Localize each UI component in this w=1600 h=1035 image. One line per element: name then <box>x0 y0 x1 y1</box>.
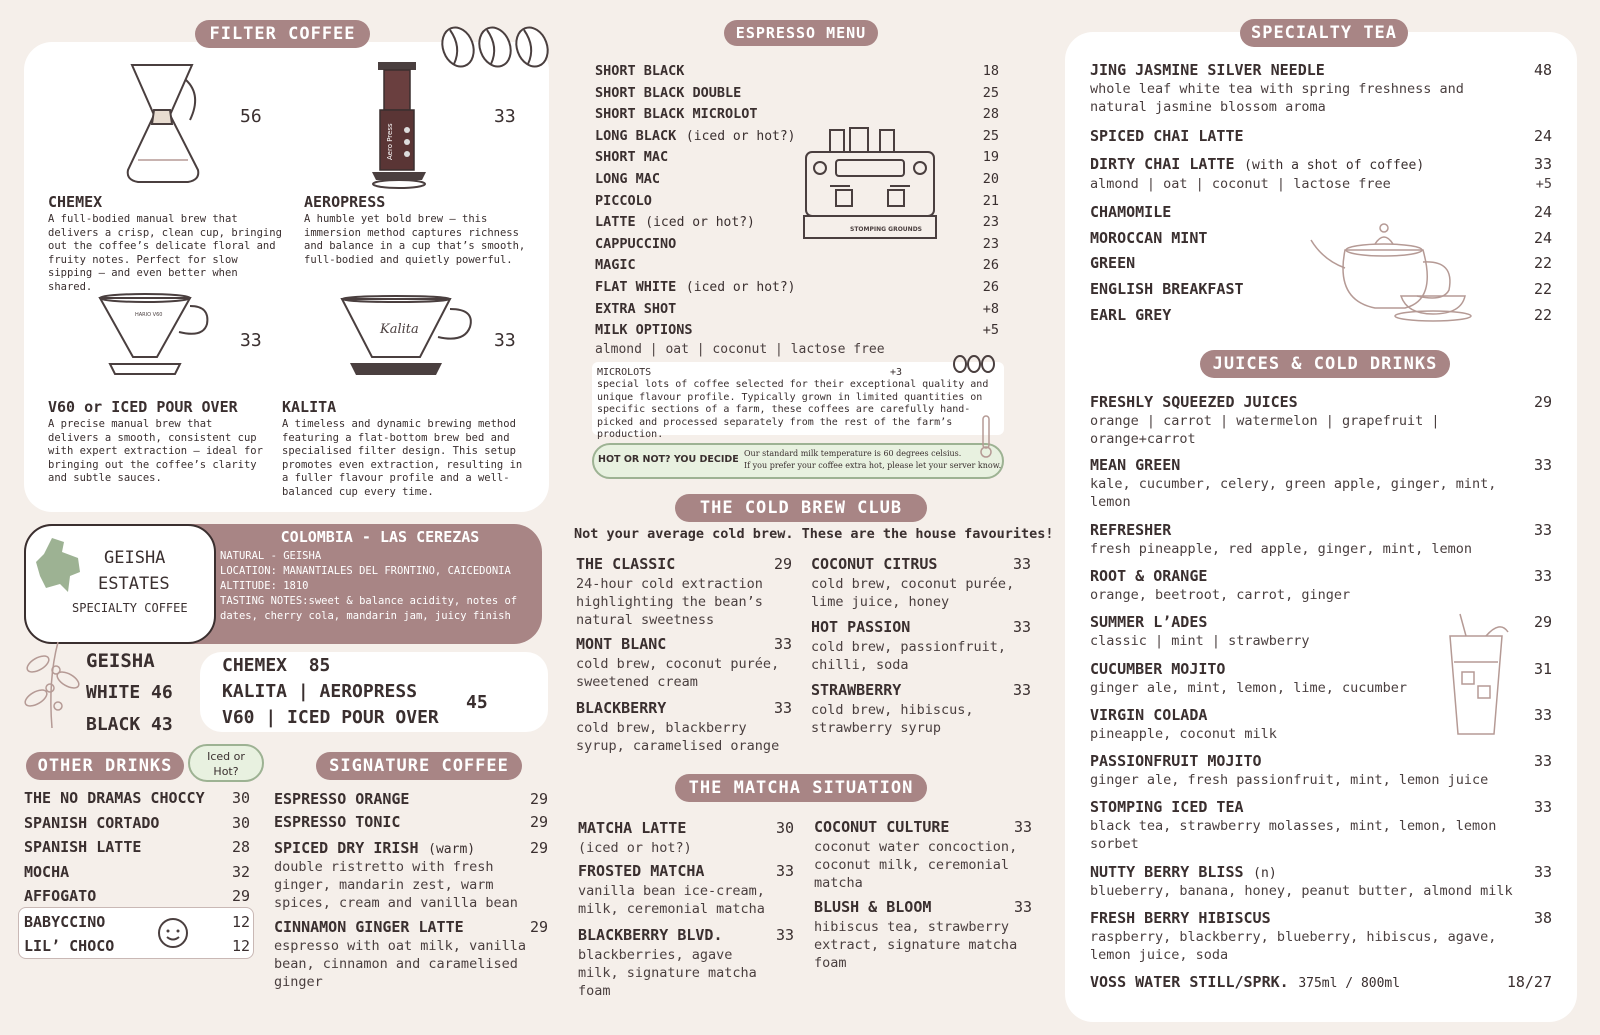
item-price: 12 <box>231 913 250 931</box>
item-label-group <box>1090 520 1171 539</box>
juices-title: JUICES & COLD DRINKS <box>1200 350 1450 378</box>
item-price: 33 <box>1533 155 1552 173</box>
chemex-price: 56 <box>240 106 262 127</box>
item-price: 48 <box>1533 61 1552 79</box>
item-name: LONG BLACK <box>595 127 677 144</box>
other-drinks-title: OTHER DRINKS <box>26 752 184 780</box>
cold-brew-item <box>576 554 792 573</box>
item-label-group <box>1090 126 1244 145</box>
item-label-group <box>1090 392 1298 411</box>
item-label-group <box>1090 862 1277 881</box>
item-price: 23 <box>982 214 999 231</box>
item-name: SPICED DRY IRISH <box>274 839 419 857</box>
item-name: SHORT MAC <box>595 149 669 166</box>
item-price: 33 <box>1533 567 1552 585</box>
item-label-group <box>595 103 758 122</box>
v60-name: V60 or ICED POUR OVER <box>48 398 238 416</box>
item-label-group <box>1090 751 1262 770</box>
item-price: 23 <box>982 235 999 252</box>
matcha-item-desc: coconut water concoction, coconut milk, ceremonial matcha <box>814 839 1018 891</box>
item-label-group <box>1090 797 1244 816</box>
item-label-group <box>814 817 949 836</box>
item-price: 33 <box>773 635 792 653</box>
item-price: 12 <box>231 936 250 955</box>
cold-brew-item <box>576 698 792 717</box>
cold-brew-item-desc: cold brew, coconut purée, sweetened cream <box>576 656 780 690</box>
other-drink-item <box>24 837 250 856</box>
item-price: +5 <box>982 322 999 339</box>
juice-item <box>1090 455 1552 474</box>
item-note: (warm) <box>428 842 476 857</box>
item-label-group <box>595 82 741 101</box>
geisha-chemex: CHEMEX 85 <box>222 655 331 676</box>
cold-brew-item-desc: cold brew, passionfruit, chilli, soda <box>811 639 1007 673</box>
thermometer-icon <box>978 414 994 460</box>
item-price: 32 <box>231 862 250 881</box>
espresso-item <box>595 319 999 338</box>
item-name: LONG MAC <box>595 171 661 187</box>
espresso-item <box>595 82 999 101</box>
item-price: 29 <box>231 887 250 905</box>
item-label-group <box>578 818 686 837</box>
microlots-desc: special lots of coffee selected for their exceptional quality and unique flavour profile. Typically grown in limited quantities on specific sections of a farm, these coffees are carefully hand-picked and processed separately from the rest of the farm’s production. <box>597 379 989 440</box>
cold-brew-item-desc: cold brew, hibiscus, strawberry syrup <box>811 702 974 736</box>
kalita-desc: A timeless and dynamic brewing method featuring a flat-bottom brew bed and specialised filter design. This setup promotes even extraction, resulting in a fuller flavour profile and a well-balanced cup every time. <box>282 418 523 498</box>
item-label-group <box>1090 455 1180 474</box>
aeropress-name: AEROPRESS <box>304 193 386 211</box>
chemex-name: CHEMEX <box>48 193 103 211</box>
juice-item <box>1090 908 1552 927</box>
item-name: ESPRESSO TONIC <box>274 813 401 831</box>
item-label-group <box>576 554 675 573</box>
item-price: 25 <box>982 127 999 144</box>
item-name: CHAMOMILE <box>1090 203 1172 221</box>
signature-item <box>274 917 548 936</box>
item-label-group <box>811 680 901 699</box>
item-name: BABYCCINO <box>24 913 106 931</box>
item-label-group <box>24 936 114 955</box>
item-label-group <box>1090 60 1325 79</box>
v60-dripper-icon <box>95 292 215 382</box>
item-price: 29 <box>529 813 548 831</box>
item-name: THE CLASSIC <box>576 555 676 573</box>
svg-text:STOMPING GROUNDS: STOMPING GROUNDS <box>850 226 922 233</box>
item-name: ESPRESSO ORANGE <box>274 790 410 808</box>
signature-item <box>274 789 548 808</box>
matcha-item <box>814 817 1032 836</box>
item-price: 33 <box>1533 706 1552 724</box>
item-label-group <box>24 912 105 931</box>
item-price: 33 <box>775 926 794 944</box>
item-name: LIL’ CHOCO <box>24 936 115 955</box>
item-label-group <box>1090 202 1171 221</box>
cold-brew-item <box>811 554 1031 573</box>
espresso-item <box>595 254 999 273</box>
voss-name: VOSS WATER STILL/SPRK. <box>1090 973 1289 991</box>
aeropress-icon <box>370 60 440 190</box>
item-note: (iced or hot?) <box>685 128 796 144</box>
item-name: FRESH BERRY HIBISCUS <box>1090 909 1271 927</box>
item-price: 33 <box>775 862 794 880</box>
iced-or-hot-text: Iced or Hot? <box>207 750 245 778</box>
matcha-item <box>578 818 794 837</box>
item-price: 21 <box>982 192 999 209</box>
item-label-group <box>595 233 676 252</box>
item-label-group <box>274 917 464 936</box>
item-price: 33 <box>1012 681 1031 699</box>
item-price: 30 <box>775 819 794 837</box>
item-label-group <box>24 813 159 832</box>
item-label-group <box>274 789 409 808</box>
item-price: 29 <box>1533 393 1552 411</box>
item-price: 26 <box>982 257 999 274</box>
espresso-item <box>595 276 999 295</box>
aeropress-price: 33 <box>494 106 516 127</box>
cold-brew-item <box>811 680 1031 699</box>
matcha-item <box>814 897 1032 916</box>
espresso-item <box>595 298 999 317</box>
hot-or-not-line1: Our standard milk temperature is 60 degrees celsius. <box>744 449 962 458</box>
juice-item-desc: pineapple, coconut milk <box>1090 726 1277 742</box>
item-label-group <box>1090 305 1171 324</box>
item-label-group <box>595 125 796 144</box>
item-price: 22 <box>1533 306 1552 324</box>
geisha-logo-line2: ESTATES <box>98 574 170 594</box>
item-name: MATCHA LATTE <box>578 819 687 837</box>
item-price: 29 <box>1533 613 1552 631</box>
item-name: HOT PASSION <box>811 618 911 636</box>
item-name: CUCUMBER MOJITO <box>1090 660 1226 678</box>
v60-price: 33 <box>240 330 262 351</box>
item-name: BLUSH & BLOOM <box>814 898 932 916</box>
juice-item-desc: black tea, strawberry molasses, mint, lemon, lemon sorbet <box>1090 818 1497 852</box>
signature-item-desc: double ristretto with fresh ginger, mandarin zest, warm spices, cream and vanilla bean <box>274 859 518 911</box>
item-name: PASSIONFRUIT MOJITO <box>1090 752 1262 770</box>
matcha-title: THE MATCHA SITUATION <box>675 774 927 802</box>
item-label-group <box>595 276 796 295</box>
item-price: 28 <box>231 838 250 856</box>
item-price: 33 <box>1533 863 1552 881</box>
item-price: 30 <box>231 789 250 807</box>
item-name: BLACKBERRY <box>576 699 667 717</box>
item-name: THE NO DRAMAS CHOCCY <box>24 789 205 807</box>
voss-price: 18/27 <box>1506 973 1552 991</box>
item-price: 18 <box>982 63 999 79</box>
item-label-group <box>24 862 69 881</box>
item-price: 25 <box>982 84 999 101</box>
item-note: (iced or hot?) <box>645 215 755 231</box>
item-name: SPANISH LATTE <box>24 838 142 856</box>
item-name: LATTE <box>595 214 636 231</box>
tea-item <box>1090 126 1552 145</box>
espresso-machine-icon <box>800 126 940 244</box>
microlots-title: MICROLOTS <box>597 367 652 378</box>
item-price: 30 <box>231 813 250 832</box>
colombia-map-icon <box>34 536 84 596</box>
geisha-name: GEISHA <box>86 650 155 672</box>
juice-item <box>1090 566 1552 585</box>
geisha-kalita-aero: KALITA | AEROPRESS <box>222 681 418 702</box>
item-label-group <box>595 211 755 230</box>
matcha-item-desc: blackberries, agave milk, signature matcha foam <box>578 947 757 999</box>
item-label-group <box>595 146 668 165</box>
item-name: CAPPUCCINO <box>595 235 677 252</box>
v60-desc: A precise manual brew that delivers a smooth, consistent cup with expert extraction – ideal for bringing out the coffee’s clarity and subtle sauces. <box>48 418 263 484</box>
other-drink-item <box>24 886 250 905</box>
item-name: MOCHA <box>24 862 70 881</box>
item-label-group <box>1090 228 1207 247</box>
tea-item <box>1090 154 1552 173</box>
geisha-details: NATURAL - GEISHA LOCATION: MANANTIALES DEL FRONTINO, CAICEDONIA ALTITUDE: 1810 TASTING NOTES:sweet & balance acidity, notes of dates, cherry cola, mandarin jam, juicy finish <box>220 550 518 622</box>
item-price: 33 <box>1012 555 1031 573</box>
item-label-group <box>1090 908 1271 927</box>
aeropress-desc: A humble yet bold brew – this immersion method captures richness and balance in a cup that’s smooth, full-bodied and quietly powerful. <box>304 213 526 266</box>
item-label-group <box>576 698 666 717</box>
item-label-group <box>811 617 910 636</box>
item-price: 29 <box>529 918 548 936</box>
other-drink-item <box>24 862 250 881</box>
juice-item-desc: orange | carrot | watermelon | grapefruit | orange+carrot <box>1090 413 1440 447</box>
item-label-group <box>811 554 937 573</box>
juice-item <box>1090 862 1552 881</box>
item-price: 29 <box>529 790 548 808</box>
espresso-menu-title: ESPRESSO MENU <box>724 20 878 46</box>
item-label-group <box>1090 279 1244 298</box>
item-name: MOROCCAN MINT <box>1090 229 1208 247</box>
item-name: BLACKBERRY BLVD. <box>578 926 723 944</box>
item-price: 33 <box>1013 898 1032 916</box>
item-label-group <box>595 190 652 209</box>
svg-text:Kalita: Kalita <box>380 322 419 337</box>
cold-brew-intro: Not your average cold brew. These are the house favourites! <box>574 526 1054 542</box>
item-name: DIRTY CHAI LATTE <box>1090 155 1235 173</box>
signature-coffee-title: SIGNATURE COFFEE <box>316 752 522 780</box>
item-price: 24 <box>1533 203 1552 221</box>
item-name: JING JASMINE SILVER NEEDLE <box>1090 61 1325 79</box>
cold-brew-item-desc: cold brew, blackberry syrup, caramelised orange <box>576 720 780 754</box>
item-label-group <box>576 634 666 653</box>
item-name: AFFOGATO <box>24 887 97 905</box>
geisha-white-price: WHITE 46 <box>86 682 173 703</box>
item-note: (n) <box>1253 866 1277 881</box>
juice-item <box>1090 520 1552 539</box>
item-price: 33 <box>773 699 792 717</box>
geisha-v60: V60 | ICED POUR OVER <box>222 707 439 728</box>
geisha-origin-title: COLOMBIA - LAS CEREZAS <box>280 528 480 546</box>
item-name: EXTRA SHOT <box>595 300 677 317</box>
juice-item-desc: orange, beetroot, carrot, ginger <box>1090 587 1351 603</box>
cold-brew-item-desc: 24-hour cold extraction highlighting the bean’s natural sweetness <box>576 576 763 628</box>
item-name: PICCOLO <box>595 192 652 209</box>
matcha-item-desc: (iced or hot?) <box>578 840 692 856</box>
item-label-group <box>595 60 684 79</box>
item-name: FROSTED MATCHA <box>578 862 705 880</box>
juice-item-desc: ginger ale, mint, lemon, lime, cucumber <box>1090 680 1407 696</box>
geisha-methods-price: 45 <box>466 692 488 713</box>
item-price: 24 <box>1533 229 1552 247</box>
chemex-desc: A full-bodied manual brew that delivers a crisp, clean cup, bringing out the coffee’s delicate floral and fruity notes. Perfect for slow sipping – and even better when shared. <box>48 213 282 293</box>
item-name: GREEN <box>1090 254 1136 272</box>
item-name: FRESHLY SQUEEZED JUICES <box>1090 393 1298 411</box>
item-price: 19 <box>982 149 999 166</box>
cold-brew-title: THE COLD BREW CLUB <box>675 494 927 522</box>
item-name: SHORT BLACK MICROLOT <box>595 106 758 123</box>
geisha-logo-line3: SPECIALTY COFFEE <box>72 601 188 615</box>
item-name: NUTTY BERRY BLISS <box>1090 863 1244 881</box>
item-price: 22 <box>1533 254 1552 272</box>
item-name: COCONUT CITRUS <box>811 555 938 573</box>
iced-or-hot-badge <box>188 744 264 782</box>
item-name: VIRGIN COLADA <box>1090 706 1208 724</box>
item-label-group <box>1090 566 1207 585</box>
juice-item-desc: fresh pineapple, red apple, ginger, mint, lemon <box>1090 541 1473 557</box>
matcha-item-desc: vanilla bean ice-cream, milk, ceremonial matcha <box>578 883 765 917</box>
item-price: 33 <box>1012 618 1031 636</box>
item-price: 26 <box>982 279 999 295</box>
item-name: ROOT & ORANGE <box>1090 567 1208 585</box>
juice-item-desc: classic | mint | strawberry <box>1090 633 1310 649</box>
item-price: 29 <box>773 555 792 573</box>
cold-brew-item-desc: cold brew, coconut purée, lime juice, honey <box>811 576 1015 610</box>
item-name: SPICED CHAI LATTE <box>1090 127 1244 145</box>
iced-drink-icon <box>1436 612 1516 742</box>
juice-item-desc: ginger ale, fresh passionfruit, mint, lemon juice <box>1090 772 1489 788</box>
item-note: (iced or hot?) <box>685 280 796 295</box>
item-name: SUMMER L’ADES <box>1090 613 1208 631</box>
item-label-group <box>1090 253 1135 272</box>
cold-brew-item <box>576 634 792 653</box>
kids-drink-item <box>24 936 250 955</box>
espresso-item <box>595 60 999 79</box>
item-name: STRAWBERRY <box>811 681 902 699</box>
item-name: STOMPING ICED TEA <box>1090 798 1244 816</box>
item-label-group <box>595 298 676 317</box>
item-label-group <box>24 886 96 905</box>
item-price: 31 <box>1533 660 1552 678</box>
item-label-group <box>1090 659 1225 678</box>
signature-item <box>274 812 548 831</box>
espresso-item <box>595 103 999 122</box>
filter-coffee-title: FILTER COFFEE <box>195 20 370 48</box>
item-label-group <box>814 897 931 916</box>
item-label-group <box>578 861 704 880</box>
item-name: MEAN GREEN <box>1090 456 1181 474</box>
svg-text:Aero Press: Aero Press <box>386 123 394 160</box>
item-name: SPANISH CORTADO <box>24 813 160 832</box>
juice-item-desc: raspberry, blackberry, blueberry, hibiscus, agave, lemon juice, soda <box>1090 929 1497 963</box>
hot-or-not-title: HOT OR NOT? YOU DECIDE <box>598 454 739 465</box>
juice-item <box>1090 751 1552 770</box>
item-label-group <box>1090 705 1207 724</box>
item-label-group <box>274 812 400 831</box>
juice-item <box>1090 392 1552 411</box>
microlots-price: +3 <box>890 367 903 378</box>
matcha-item <box>578 925 794 944</box>
item-price: 29 <box>529 839 548 857</box>
tea-item <box>1090 60 1552 79</box>
voss-note: 375ml / 800ml <box>1298 976 1401 991</box>
item-price: 28 <box>982 106 999 123</box>
coffee-beans-icon <box>440 22 555 72</box>
chemex-icon <box>120 60 210 185</box>
other-drink-item <box>24 813 250 832</box>
tea-item-desc: whole leaf white tea with spring freshness and natural jasmine blossom aroma <box>1090 81 1464 115</box>
kalita-price: 33 <box>494 330 516 351</box>
juice-item <box>1090 797 1552 816</box>
item-label-group <box>595 168 660 187</box>
item-name: REFRESHER <box>1090 521 1172 539</box>
geisha-logo-line1: GEISHA <box>104 548 166 568</box>
specialty-tea-title: SPECIALTY TEA <box>1240 19 1408 47</box>
tea-item-options-price: +5 <box>1535 176 1552 192</box>
item-price: 24 <box>1533 127 1552 145</box>
item-label-group <box>578 925 723 944</box>
item-price: 38 <box>1533 909 1552 927</box>
item-price: +8 <box>982 300 999 317</box>
item-name: CINNAMON GINGER LATTE <box>274 918 464 936</box>
item-price: 33 <box>1533 456 1552 474</box>
juice-item-desc: kale, cucumber, celery, green apple, ginger, mint, lemon <box>1090 476 1497 510</box>
item-label-group <box>24 788 205 807</box>
signature-item-desc: espresso with oat milk, vanilla bean, cinnamon and caramelised ginger <box>274 938 526 990</box>
item-price: 33 <box>1533 521 1552 539</box>
geisha-black-price: BLACK 43 <box>86 714 173 735</box>
other-drink-item <box>24 788 250 807</box>
item-price: 33 <box>1533 798 1552 816</box>
item-name: MILK OPTIONS <box>595 322 693 339</box>
item-name: MAGIC <box>595 257 636 274</box>
microlot-beans-icon <box>952 354 996 374</box>
tea-item-options-list: almond | oat | coconut | lactose free <box>1090 176 1391 192</box>
signature-item <box>274 838 548 857</box>
item-price: 22 <box>1533 280 1552 298</box>
item-name: ENGLISH BREAKFAST <box>1090 280 1244 298</box>
matcha-item <box>578 861 794 880</box>
item-name: COCONUT CULTURE <box>814 818 950 836</box>
kalita-name: KALITA <box>282 398 337 416</box>
milk-options-list: almond | oat | coconut | lactose free <box>595 342 885 357</box>
item-name: FLAT WHITE <box>595 279 677 295</box>
item-label-group <box>595 254 636 273</box>
item-name: EARL GREY <box>1090 306 1172 324</box>
voss-row <box>1090 972 1552 991</box>
kalita-dripper-icon <box>340 295 480 385</box>
svg-text:HARIO V60: HARIO V60 <box>135 312 163 318</box>
coffee-plant-icon <box>18 640 82 730</box>
item-label-group <box>24 837 141 856</box>
juice-item-desc: blueberry, banana, honey, peanut butter, almond milk <box>1090 883 1513 899</box>
cold-brew-item <box>811 617 1031 636</box>
item-label-group <box>1090 612 1207 631</box>
item-label-group <box>595 319 693 338</box>
item-note: (with a shot of coffee) <box>1244 158 1425 173</box>
item-name: SHORT BLACK DOUBLE <box>595 84 742 101</box>
item-price: 33 <box>1013 818 1032 836</box>
matcha-item-desc: hibiscus tea, strawberry extract, signature matcha foam <box>814 919 1018 971</box>
kids-drink-item <box>24 912 250 931</box>
tea-item-options <box>1090 175 1552 193</box>
hot-or-not-line2: If you prefer your coffee extra hot, please let your server know. <box>744 461 1002 470</box>
item-label-group <box>274 838 475 857</box>
item-name: MONT BLANC <box>576 635 667 653</box>
teapot-icon <box>1305 210 1475 322</box>
item-price: 20 <box>982 171 999 187</box>
item-price: 33 <box>1533 752 1552 770</box>
item-label-group <box>1090 154 1424 173</box>
item-name: SHORT BLACK <box>595 63 685 79</box>
